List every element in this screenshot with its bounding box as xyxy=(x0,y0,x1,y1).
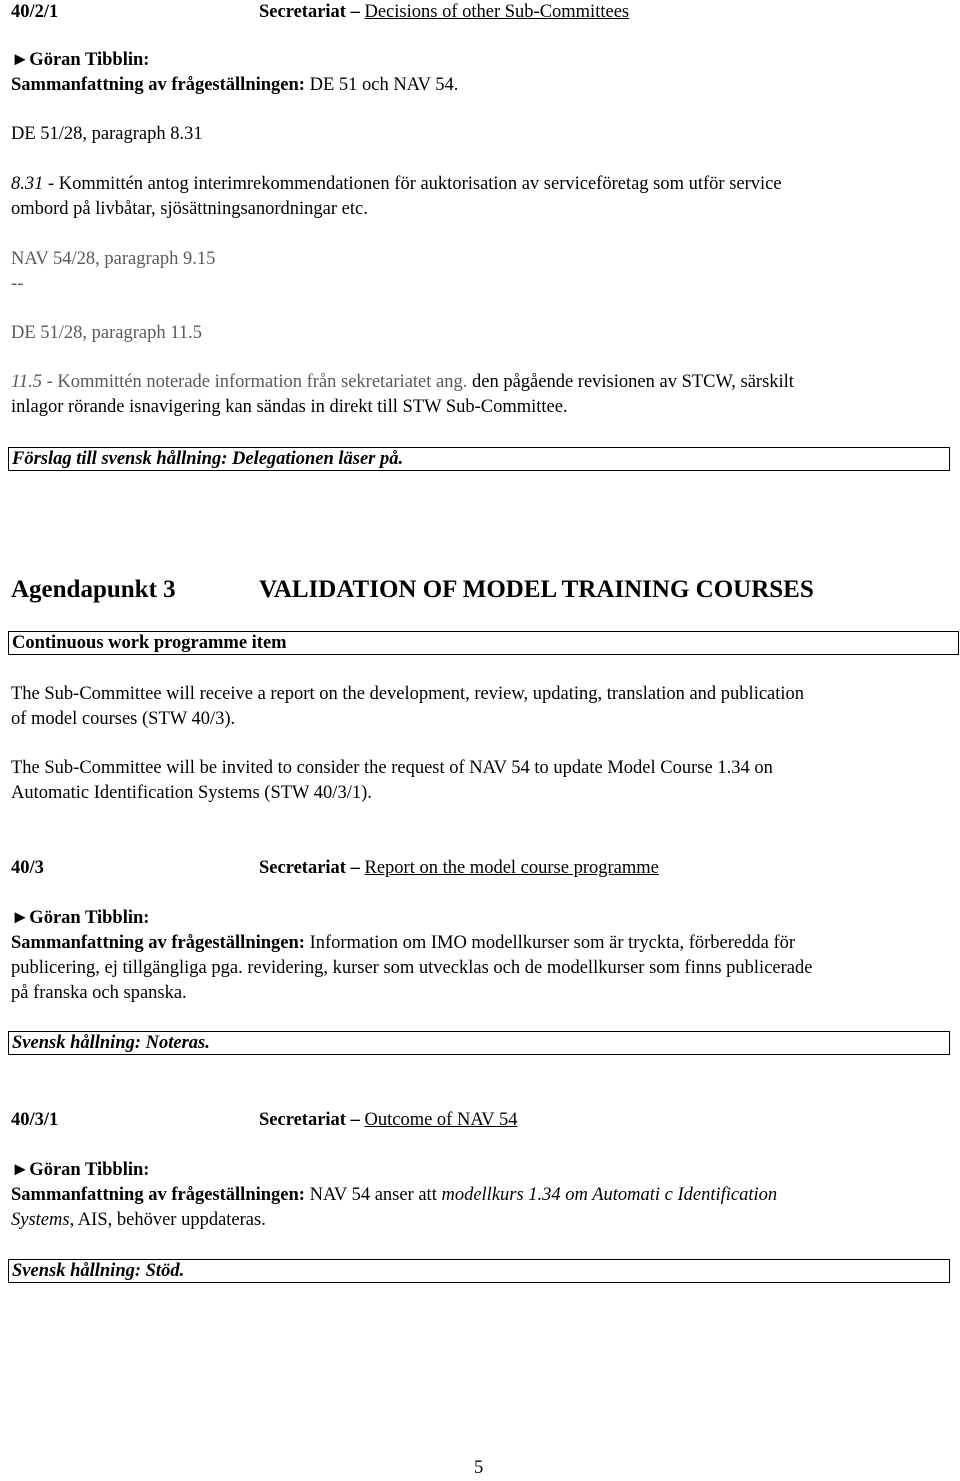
summary-line xyxy=(11,73,458,98)
summary-text: , AIS, behöver uppdateras. xyxy=(69,1210,266,1230)
agenda-item-title: VALIDATION OF MODEL TRAINING COURSES xyxy=(259,576,814,603)
summary-line1 xyxy=(11,931,795,956)
item-heading-dash: – xyxy=(350,2,360,22)
speaker-label: ►Göran Tibblin: xyxy=(11,908,150,928)
page-number: 5 xyxy=(474,1458,484,1478)
paragraph-8-31-line2: ombord på livbåtar, sjösättningsanordningar etc. xyxy=(11,199,368,219)
summary-line3: på franska och spanska. xyxy=(11,983,187,1003)
speaker-label: ►Göran Tibblin: xyxy=(11,1160,150,1180)
reference-de51-8-31: DE 51/28, paragraph 8.31 xyxy=(11,124,203,144)
item-title: Decisions of other Sub-Committees xyxy=(364,2,630,22)
item-heading-dash: – xyxy=(350,858,360,878)
agenda-paragraph1-line2: of model courses (STW 40/3). xyxy=(11,709,236,729)
position-box-40-3-1: Svensk hållning: Stöd. xyxy=(8,1259,950,1283)
summary-text: Information om IMO modellkurser som är tryckta, förberedda för xyxy=(304,933,796,953)
summary-line2 xyxy=(11,1208,266,1233)
item-heading-label: Secretariat xyxy=(259,1110,346,1130)
summary-italic-text: modellkurs 1.34 om Automati c Identification xyxy=(441,1185,778,1205)
speaker-label: ►Göran Tibblin: xyxy=(11,50,150,70)
work-programme-box: Continuous work programme item xyxy=(8,631,959,655)
reference-nav54-9-15: NAV 54/28, paragraph 9.15 xyxy=(11,249,216,269)
summary-label: Sammanfattning av frågeställningen: xyxy=(11,933,305,953)
paragraph-11-5-line2: inlagor rörande isnavigering kan sändas in direkt till STW Sub-Committee. xyxy=(11,397,568,417)
agenda-item-label: Agendapunkt 3 xyxy=(11,576,176,603)
item-title: Report on the model course programme xyxy=(364,858,659,878)
paragraph-text: - Kommittén antog interimrekommendationen för auktorisation av serviceföretag som utför service xyxy=(43,174,782,194)
paragraph-11-5-line1 xyxy=(11,370,794,395)
summary-italic-text: Systems xyxy=(11,1210,70,1230)
agenda-paragraph2-line2: Automatic Identification Systems (STW 40/3/1). xyxy=(11,783,372,803)
item-heading-dash: – xyxy=(350,1110,360,1130)
item-number-40-3-1: 40/3/1 xyxy=(11,1110,59,1130)
item-title: Outcome of NAV 54 xyxy=(364,1110,518,1130)
paragraph-text-b: den pågående revisionen av STCW, särskilt xyxy=(467,372,794,392)
item-heading-40-3-1 xyxy=(259,1108,517,1133)
summary-label: Sammanfattning av frågeställningen: xyxy=(11,1185,305,1205)
agenda-paragraph1-line1: The Sub-Committee will receive a report on the development, review, updating, translation and publication xyxy=(11,684,805,704)
summary-line2: publicering, ej tillgängliga pga. revidering, kurser som utvecklas och de modellkurser som finns publicerade xyxy=(11,958,813,978)
position-box-40-3: Svensk hållning: Noteras. xyxy=(8,1031,950,1055)
paragraph-number: 8.31 xyxy=(11,174,44,194)
item-heading-40-2-1 xyxy=(259,0,629,25)
item-heading-40-3 xyxy=(259,856,659,881)
agenda-paragraph2-line1: The Sub-Committee will be invited to consider the request of NAV 54 to update Model Course 1.34 on xyxy=(11,758,773,778)
item-heading-label: Secretariat xyxy=(259,858,346,878)
summary-line1 xyxy=(11,1183,777,1208)
summary-text: DE 51 och NAV 54. xyxy=(304,75,459,95)
item-number-40-3: 40/3 xyxy=(11,858,44,878)
reference-nav54-text: -- xyxy=(11,274,24,294)
paragraph-8-31-line1 xyxy=(11,172,782,197)
position-box-40-2-1: Förslag till svensk hållning: Delegationen läser på. xyxy=(8,447,950,471)
summary-label: Sammanfattning av frågeställningen: xyxy=(11,75,305,95)
summary-text: NAV 54 anser att xyxy=(304,1185,442,1205)
reference-de51-11-5: DE 51/28, paragraph 11.5 xyxy=(11,323,202,343)
item-number-40-2-1: 40/2/1 xyxy=(11,2,59,22)
item-heading-label: Secretariat xyxy=(259,2,346,22)
paragraph-text-a: - Kommittén noterade information från sekretariatet ang. xyxy=(42,372,468,392)
paragraph-number: 11.5 xyxy=(11,372,43,392)
